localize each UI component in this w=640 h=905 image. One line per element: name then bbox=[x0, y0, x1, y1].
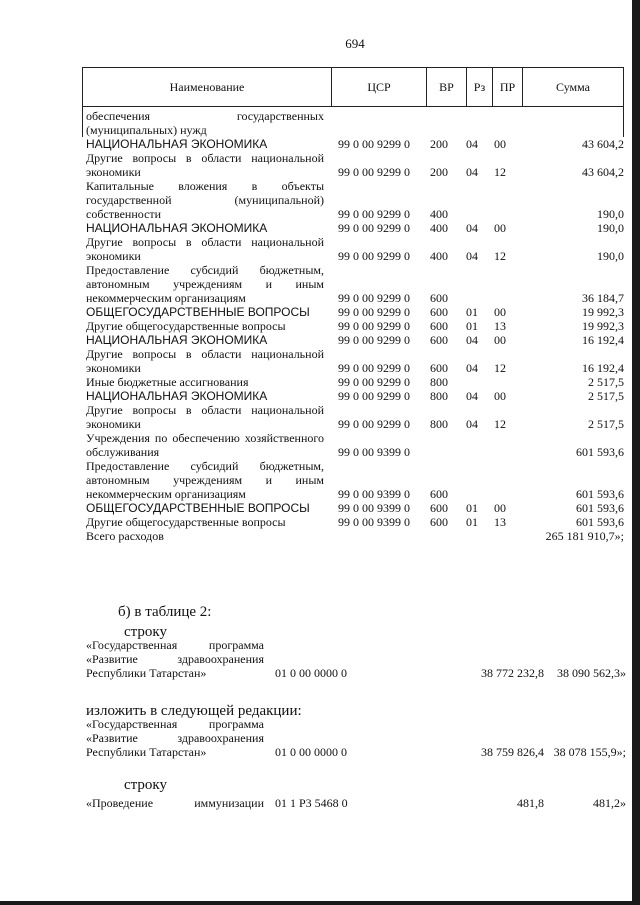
row-sum: 190,0 bbox=[597, 221, 624, 235]
row-pr: 12 bbox=[494, 165, 506, 179]
row-rz: 04 bbox=[466, 333, 478, 347]
row-pr: 12 bbox=[494, 361, 506, 375]
stroku-label: строку bbox=[124, 624, 167, 640]
row-vr: 400 bbox=[430, 221, 448, 235]
table-row bbox=[86, 179, 626, 221]
row-vr: 800 bbox=[430, 375, 448, 389]
row-csr: 99 0 00 9299 0 bbox=[338, 249, 410, 263]
row-csr: 99 0 00 9399 0 bbox=[338, 515, 410, 529]
program-new-value2: 38 078 155,9»; bbox=[553, 745, 626, 759]
row-name: Другие вопросы в области национальной экономики bbox=[86, 235, 324, 263]
row-name: Другие общегосударственные вопросы bbox=[86, 515, 286, 529]
page-number: 694 bbox=[345, 36, 365, 51]
row-sum: 19 992,3 bbox=[582, 305, 624, 319]
row-name: Предоставление субсидий бюджетным, автономным учреждениям и иным некоммерческим организациям bbox=[86, 263, 324, 305]
row-vr: 600 bbox=[430, 487, 448, 501]
scan-edge-bottom bbox=[0, 901, 640, 905]
row-csr: 99 0 00 9299 0 bbox=[338, 375, 410, 389]
row-sum: 43 604,2 bbox=[582, 137, 624, 151]
row-vr: 800 bbox=[430, 389, 448, 403]
row-pr: 13 bbox=[494, 515, 506, 529]
stroku-label-2: строку bbox=[124, 777, 167, 793]
row-rz: 01 bbox=[466, 305, 478, 319]
row-csr: 99 0 00 9399 0 bbox=[338, 487, 410, 501]
program-old-name: «Государственная программа «Развитие здравоохранения Республики Татарстан» bbox=[86, 638, 264, 680]
row-name: Другие вопросы в области национальной экономики bbox=[86, 151, 324, 179]
row-rz: 04 bbox=[466, 389, 478, 403]
immunization-value2: 481,2» bbox=[593, 796, 626, 810]
row-sum: 16 192,4 bbox=[582, 361, 624, 375]
row-name: Учреждения по обеспечению хозяйственного обслуживания bbox=[86, 431, 324, 459]
table-row bbox=[86, 403, 626, 431]
row-vr: 600 bbox=[430, 515, 448, 529]
row-name: НАЦИОНАЛЬНАЯ ЭКОНОМИКА bbox=[86, 221, 268, 235]
row-rz: 01 bbox=[466, 501, 478, 515]
row-csr: 99 0 00 9299 0 bbox=[338, 417, 410, 431]
row-name: Предоставление субсидий бюджетным, автономным учреждениям и иным некоммерческим организациям bbox=[86, 459, 324, 501]
scan-edge-right bbox=[632, 0, 640, 905]
row-name: ОБЩЕГОСУДАРСТВЕННЫЕ ВОПРОСЫ bbox=[86, 305, 310, 319]
row-pr: 00 bbox=[494, 389, 506, 403]
header-sum: Сумма bbox=[556, 79, 590, 94]
table-row bbox=[86, 501, 626, 515]
row-sum: 601 593,6 bbox=[576, 445, 624, 459]
program-new-name: «Государственная программа «Развитие здравоохранения Республики Татарстан» bbox=[86, 717, 264, 759]
row-name: НАЦИОНАЛЬНАЯ ЭКОНОМИКА bbox=[86, 137, 268, 151]
table-row bbox=[86, 459, 626, 501]
row-name: Иные бюджетные ассигнования bbox=[86, 375, 249, 389]
table-row bbox=[86, 151, 626, 179]
row-pr: 12 bbox=[494, 417, 506, 431]
table-row bbox=[86, 235, 626, 263]
new-edition-heading: изложить в следующей редакции: bbox=[86, 703, 302, 719]
program-new-value1: 38 759 826,4 bbox=[481, 745, 544, 759]
row-vr: 600 bbox=[430, 361, 448, 375]
row-vr: 600 bbox=[430, 305, 448, 319]
row-pr: 00 bbox=[494, 137, 506, 151]
budget-table-body bbox=[86, 109, 626, 543]
row-vr: 800 bbox=[430, 417, 448, 431]
table-border-left bbox=[82, 107, 83, 137]
row-csr: 99 0 00 9299 0 bbox=[338, 137, 410, 151]
program-old-code: 01 0 00 0000 0 bbox=[275, 666, 347, 680]
row-name: Капитальные вложения в объекты государственной (муниципальной) собственности bbox=[86, 179, 324, 221]
row-vr: 600 bbox=[430, 501, 448, 515]
row-csr: 99 0 00 9299 0 bbox=[338, 305, 410, 319]
immunization-code: 01 1 Р3 5468 0 bbox=[275, 796, 348, 810]
immunization-value1: 481,8 bbox=[517, 796, 544, 810]
row-vr: 400 bbox=[430, 249, 448, 263]
table-row bbox=[86, 515, 626, 529]
row-vr: 200 bbox=[430, 165, 448, 179]
row-sum: 43 604,2 bbox=[582, 165, 624, 179]
table-row bbox=[86, 347, 626, 375]
row-rz: 01 bbox=[466, 515, 478, 529]
section-b-heading: б) в таблице 2: bbox=[118, 604, 212, 620]
table-row bbox=[86, 431, 626, 459]
row-vr: 600 bbox=[430, 319, 448, 333]
row-pr: 12 bbox=[494, 249, 506, 263]
row-sum: 601 593,6 bbox=[576, 487, 624, 501]
row-csr: 99 0 00 9299 0 bbox=[338, 333, 410, 347]
row-name: НАЦИОНАЛЬНАЯ ЭКОНОМИКА bbox=[86, 389, 268, 403]
table-row bbox=[86, 263, 626, 305]
row-csr: 99 0 00 9299 0 bbox=[338, 207, 410, 221]
table-row bbox=[86, 319, 626, 333]
row-sum: 16 192,4 bbox=[582, 333, 624, 347]
row-vr: 400 bbox=[430, 207, 448, 221]
row-name: Другие общегосударственные вопросы bbox=[86, 319, 286, 333]
immunization-row bbox=[86, 796, 626, 810]
table-row bbox=[86, 389, 626, 403]
program-new-row bbox=[86, 717, 626, 759]
row-rz: 04 bbox=[466, 361, 478, 375]
row-pr: 00 bbox=[494, 305, 506, 319]
row-name: ОБЩЕГОСУДАРСТВЕННЫЕ ВОПРОСЫ bbox=[86, 501, 310, 515]
program-old-value2: 38 090 562,3» bbox=[557, 666, 626, 680]
program-new-code: 01 0 00 0000 0 bbox=[275, 745, 347, 759]
row-csr: 99 0 00 9299 0 bbox=[338, 291, 410, 305]
row-pr: 00 bbox=[494, 333, 506, 347]
program-old-row bbox=[86, 638, 626, 680]
table-row-total bbox=[86, 529, 626, 543]
row-sum: 36 184,7 bbox=[582, 291, 624, 305]
row-csr: 99 0 00 9399 0 bbox=[338, 501, 410, 515]
row-name: Другие вопросы в области национальной экономики bbox=[86, 403, 324, 431]
row-sum: 19 992,3 bbox=[582, 319, 624, 333]
row-rz: 01 bbox=[466, 319, 478, 333]
row-sum: 2 517,5 bbox=[588, 389, 624, 403]
row-csr: 99 0 00 9399 0 bbox=[338, 445, 410, 459]
row-csr: 99 0 00 9299 0 bbox=[338, 165, 410, 179]
header-rz: Рз bbox=[467, 68, 493, 106]
immunization-name: «Проведение иммунизации bbox=[86, 796, 264, 810]
row-rz: 04 bbox=[466, 249, 478, 263]
row-sum: 601 593,6 bbox=[576, 501, 624, 515]
row-rz: 04 bbox=[466, 165, 478, 179]
row-sum: 601 593,6 bbox=[576, 515, 624, 529]
table-row bbox=[86, 333, 626, 347]
row-rz: 04 bbox=[466, 221, 478, 235]
row-csr: 99 0 00 9299 0 bbox=[338, 319, 410, 333]
row-csr: 99 0 00 9299 0 bbox=[338, 221, 410, 235]
row-rz: 04 bbox=[466, 417, 478, 431]
table-row bbox=[86, 137, 626, 151]
header-vr: ВР bbox=[427, 68, 467, 106]
row-sum: 190,0 bbox=[597, 249, 624, 263]
row-name: Другие вопросы в области национальной экономики bbox=[86, 347, 324, 375]
table-row bbox=[86, 109, 626, 137]
row-csr: 99 0 00 9299 0 bbox=[338, 361, 410, 375]
header-pr: ПР bbox=[493, 68, 523, 106]
row-sum: 190,0 bbox=[597, 207, 624, 221]
row-rz: 04 bbox=[466, 137, 478, 151]
row-name: Всего расходов bbox=[86, 529, 164, 543]
table-header bbox=[82, 67, 624, 107]
row-vr: 600 bbox=[430, 291, 448, 305]
row-pr: 00 bbox=[494, 501, 506, 515]
row-pr: 00 bbox=[494, 221, 506, 235]
row-name: НАЦИОНАЛЬНАЯ ЭКОНОМИКА bbox=[86, 333, 268, 347]
row-sum: 265 181 910,7»; bbox=[545, 529, 624, 543]
table-row bbox=[86, 221, 626, 235]
table-row bbox=[86, 375, 626, 389]
row-vr: 600 bbox=[430, 333, 448, 347]
row-vr: 200 bbox=[430, 137, 448, 151]
row-csr: 99 0 00 9299 0 bbox=[338, 389, 410, 403]
header-name: Наименование bbox=[83, 68, 332, 106]
table-row bbox=[86, 305, 626, 319]
row-sum: 2 517,5 bbox=[588, 375, 624, 389]
row-pr: 13 bbox=[494, 319, 506, 333]
row-name: обеспечения государственных (муниципальных) нужд bbox=[86, 109, 324, 137]
header-csr: ЦСР bbox=[332, 68, 427, 106]
program-old-value1: 38 772 232,8 bbox=[481, 666, 544, 680]
row-sum: 2 517,5 bbox=[588, 417, 624, 431]
